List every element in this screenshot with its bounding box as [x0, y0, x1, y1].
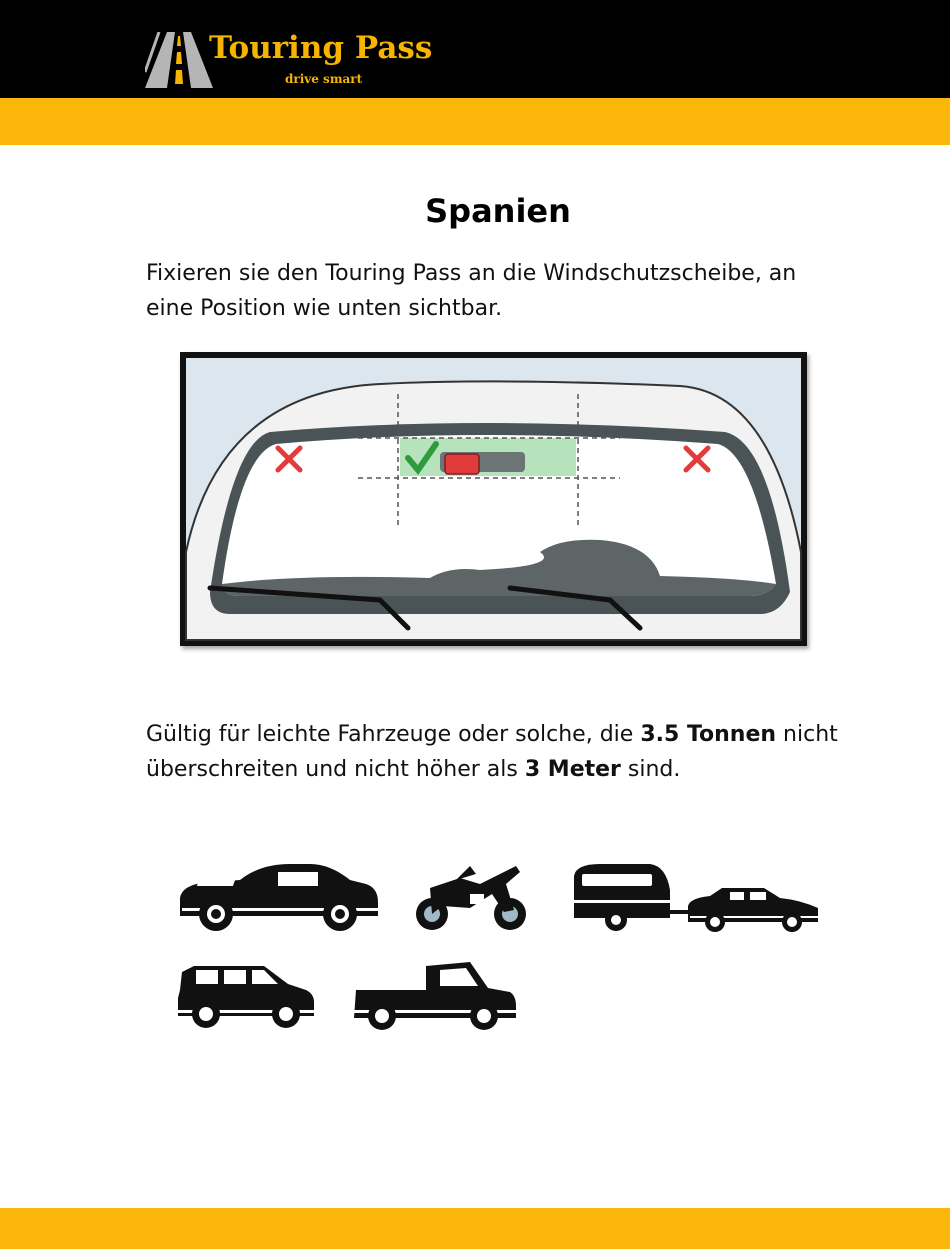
validity-text-part2: nicht überschreiten und nicht höher als	[146, 722, 838, 782]
sedan-icon	[180, 864, 382, 931]
validity-text-part1: Gültig für leichte Fahrzeuge oder solche, die	[146, 722, 641, 747]
validity-text	[146, 717, 846, 787]
road-logo-icon	[145, 32, 213, 88]
weight-limit: 3.5 Tonnen	[640, 722, 777, 747]
header-bar	[0, 0, 950, 98]
brand-name: Touring Pass	[209, 30, 433, 66]
bottom-accent-bar	[0, 1208, 950, 1249]
brand-tagline: drive smart	[285, 72, 363, 86]
validity-text-part3: sind.	[620, 757, 681, 782]
height-limit: 3 Meter	[524, 757, 621, 782]
motorcycle-icon	[416, 866, 526, 930]
top-accent-bar	[0, 98, 950, 145]
instruction-text: Fixieren sie den Touring Pass an die Windschutzscheibe, an eine Position wie unten sichtbar.	[146, 261, 797, 321]
windshield-illustration	[180, 352, 807, 646]
suv-icon	[178, 966, 314, 1028]
vehicle-icons	[170, 850, 830, 1040]
page-title: Spanien	[425, 192, 571, 230]
car-with-caravan-icon	[574, 864, 818, 932]
pickup-truck-icon	[354, 962, 516, 1030]
